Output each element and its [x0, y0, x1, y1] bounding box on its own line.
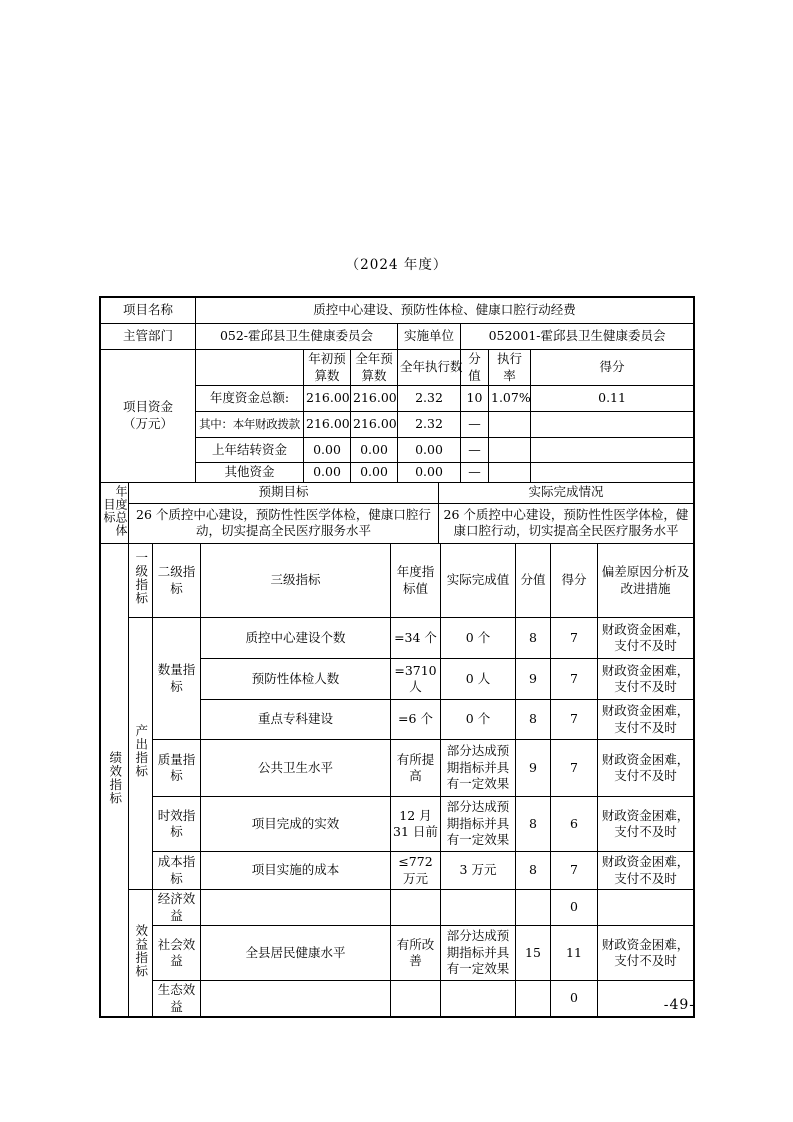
weight-value: — — [461, 438, 489, 463]
execution-value: 2.32 — [398, 412, 461, 438]
deviation-cell: 财政资金困难，支付不及时 — [598, 700, 694, 740]
col-rate-text: 执行率 — [496, 351, 522, 383]
deviation-cell: 财政资金困难，支付不及时 — [598, 618, 694, 659]
deviation-cell: 财政资金困难，支付不及时 — [598, 659, 694, 700]
execution-value: 0.00 — [398, 438, 461, 463]
col-full-budget: 全年预算数 — [351, 350, 398, 386]
weight-cell — [516, 890, 551, 926]
expected-goal-text: 26 个质控中心建设，预防性性医学体检，健康口腔行动，切实提高全民医疗服务水平 — [129, 503, 439, 543]
level1-output-label — [129, 618, 153, 890]
deviation-cell: 财政资金困难，支付不及时 — [598, 926, 694, 981]
full-budget-value: 0.00 — [351, 438, 398, 463]
full-budget-value: 216.00 — [351, 386, 398, 412]
funds-row-label: 年度资金总额: — [196, 386, 304, 412]
implement-unit-value: 052001-霍邱县卫生健康委员会 — [461, 324, 694, 350]
level3-cell: 质控中心建设个数 — [201, 618, 391, 659]
score-cell: 6 — [551, 797, 598, 852]
department-label: 主管部门 — [101, 324, 196, 350]
col-initial-budget: 年初预算数 — [304, 350, 351, 386]
level2-cell: 成本指标 — [153, 852, 201, 890]
level3-cell: 重点专科建设 — [201, 700, 391, 740]
deviation-cell: 财政资金困难，支付不及时 — [598, 740, 694, 797]
indicator-row — [101, 797, 694, 852]
weight-value: — — [461, 412, 489, 438]
level3-cell: 全县居民健康水平 — [201, 926, 391, 981]
rate-value: 1.07% — [489, 386, 531, 412]
level3-header: 三级指标 — [201, 544, 391, 618]
annual-target-cell: =3710 人 — [391, 659, 441, 700]
level2-cell: 质量指标 — [153, 740, 201, 797]
actual-value-cell: 0 人 — [441, 659, 516, 700]
actual-value-cell: 部分达成预期指标并具有一定效果 — [441, 797, 516, 852]
funds-row-label: 其他资金 — [196, 463, 304, 483]
funds-label-line2: （万元） — [122, 415, 173, 431]
score-cell: 7 — [551, 659, 598, 700]
score-cell: 0 — [551, 981, 598, 1017]
deviation-cell: 财政资金困难，支付不及时 — [598, 797, 694, 852]
level3-cell: 项目完成的实效 — [201, 797, 391, 852]
weight-cell: 8 — [516, 797, 551, 852]
level1-benefit-label-text: 效益指标 — [133, 923, 149, 978]
level2-cell: 经济效益 — [153, 890, 201, 926]
level1-header-text: 一级指标 — [133, 551, 149, 606]
weight-cell: 9 — [516, 659, 551, 700]
full-budget-value: 216.00 — [351, 412, 398, 438]
score-value — [531, 463, 694, 483]
indicator-header-row — [101, 544, 694, 618]
col-weight: 分值 — [461, 350, 489, 386]
score-cell: 7 — [551, 618, 598, 659]
execution-value: 2.32 — [398, 386, 461, 412]
score-value — [531, 412, 694, 438]
indicator-row — [101, 618, 694, 659]
actual-value-cell: 部分达成预期指标并具有一定效果 — [441, 926, 516, 981]
score-cell: 7 — [551, 740, 598, 797]
funds-header-empty-cell — [196, 350, 304, 386]
indicator-row — [101, 740, 694, 797]
performance-side-label — [101, 544, 129, 1017]
project-name-row — [101, 298, 694, 324]
weight-cell: 8 — [516, 618, 551, 659]
full-budget-value: 0.00 — [351, 463, 398, 483]
deviation-cell: 财政资金困难，支付不及时 — [598, 852, 694, 890]
deviation-cell — [598, 890, 694, 926]
level2-cell: 数量指标 — [153, 618, 201, 740]
actual-value-cell: 0 个 — [441, 618, 516, 659]
annual-target-cell: 12 月 31 日前 — [391, 797, 441, 852]
level2-header: 二级指标 — [153, 544, 201, 618]
level1-header — [129, 544, 153, 618]
actual-completion-header: 实际完成情况 — [439, 482, 694, 503]
initial-budget-value: 216.00 — [304, 386, 351, 412]
weight-value: 10 — [461, 386, 489, 412]
weight-header: 分值 — [516, 544, 551, 618]
actual-value-cell: 0 个 — [441, 700, 516, 740]
funds-row-label: 其中：本年财政拨款 — [196, 412, 304, 438]
level3-cell: 公共卫生水平 — [201, 740, 391, 797]
weight-cell: 15 — [516, 926, 551, 981]
annual-target-cell — [391, 890, 441, 926]
score-value: 0.11 — [531, 386, 694, 412]
score-cell: 11 — [551, 926, 598, 981]
col-execution: 全年执行数 — [398, 350, 461, 386]
level3-cell — [201, 890, 391, 926]
deviation-header: 偏差原因分析及改进措施 — [598, 544, 694, 618]
annual-target-cell: ≤772 万元 — [391, 852, 441, 890]
indicator-row — [101, 852, 694, 890]
department-row — [101, 324, 694, 350]
level3-cell: 预防性体检人数 — [201, 659, 391, 700]
performance-evaluation-table — [99, 296, 695, 1018]
level2-cell: 社会效益 — [153, 926, 201, 981]
initial-budget-value: 0.00 — [304, 438, 351, 463]
initial-budget-value: 0.00 — [304, 463, 351, 483]
weight-cell: 8 — [516, 852, 551, 890]
annual-target-cell: =6 个 — [391, 700, 441, 740]
rate-value — [489, 412, 531, 438]
department-value: 052-霍邱县卫生健康委员会 — [196, 324, 398, 350]
annual-target-cell: 有所提高 — [391, 740, 441, 797]
page-title: （2024 年度） — [345, 257, 448, 273]
col-rate — [489, 350, 531, 386]
initial-budget-value: 216.00 — [304, 412, 351, 438]
execution-value: 0.00 — [398, 463, 461, 483]
score-cell: 7 — [551, 700, 598, 740]
actual-completion-text: 26 个质控中心建设，预防性性医学体检，健康口腔行动，切实提高全民医疗服务水平 — [439, 503, 694, 543]
funds-header-row — [101, 350, 694, 386]
score-header: 得分 — [551, 544, 598, 618]
level2-cell: 生态效益 — [153, 981, 201, 1017]
project-name-value: 质控中心建设、预防性体检、健康口腔行动经费 — [196, 298, 694, 324]
level1-output-label-text: 产出指标 — [133, 724, 149, 779]
weight-value: — — [461, 463, 489, 483]
actual-value-cell: 3 万元 — [441, 852, 516, 890]
annual-target-cell: 有所改善 — [391, 926, 441, 981]
col-score: 得分 — [531, 350, 694, 386]
indicator-row — [101, 890, 694, 926]
indicator-row — [101, 926, 694, 981]
annual-target-cell: =34 个 — [391, 618, 441, 659]
score-value — [531, 438, 694, 463]
implement-unit-label: 实施单位 — [398, 324, 461, 350]
project-info-section — [100, 297, 694, 483]
actual-value-header: 实际完成值 — [441, 544, 516, 618]
funds-section-label — [101, 350, 196, 483]
annual-goal-section — [100, 482, 694, 545]
funds-label-line1: 项目资金 — [122, 399, 173, 415]
actual-value-cell: 部分达成预期指标并具有一定效果 — [441, 740, 516, 797]
weight-cell: 9 — [516, 740, 551, 797]
annual-goal-side-label-text: 年度总体目标 — [102, 484, 128, 537]
expected-goal-header: 预期目标 — [129, 482, 439, 503]
level3-cell: 项目实施的成本 — [201, 852, 391, 890]
annual-goal-side-label — [101, 482, 129, 544]
actual-value-cell — [441, 890, 516, 926]
funds-row-label: 上年结转资金 — [196, 438, 304, 463]
page-number: -49- — [663, 997, 695, 1013]
score-cell: 7 — [551, 852, 598, 890]
performance-side-label-text: 绩效指标 — [107, 750, 123, 805]
score-cell: 0 — [551, 890, 598, 926]
annual-target-header: 年度指标值 — [391, 544, 441, 618]
indicators-section — [100, 543, 694, 1017]
level2-cell: 时效指标 — [153, 797, 201, 852]
goal-content-row — [101, 503, 694, 543]
weight-cell: 8 — [516, 700, 551, 740]
rate-value — [489, 438, 531, 463]
rate-value — [489, 463, 531, 483]
project-name-label: 项目名称 — [101, 298, 196, 324]
goal-header-row — [101, 482, 694, 503]
